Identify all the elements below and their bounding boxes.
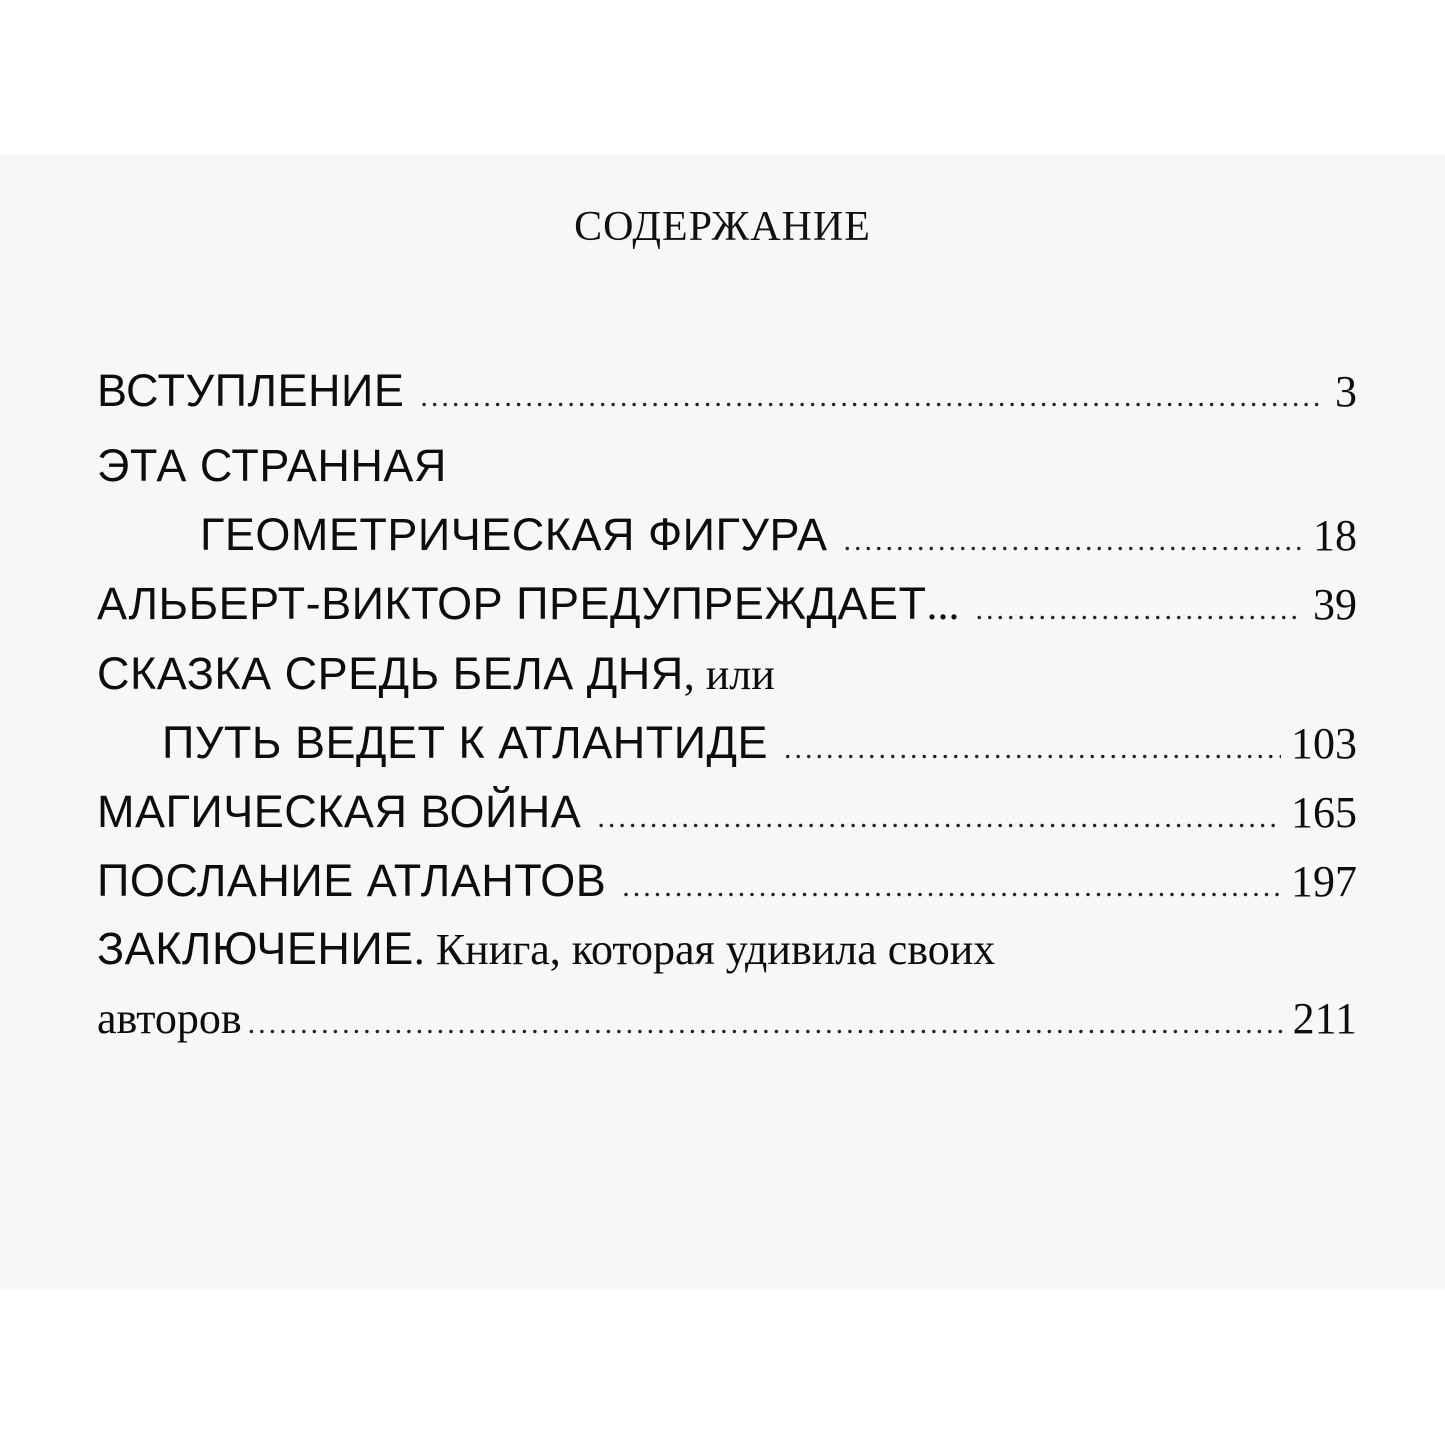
toc-heading: СОДЕРЖАНИЕ [574, 204, 871, 250]
title-ellipsis: ... [926, 580, 960, 629]
toc-entry-conclusion-line1 [97, 923, 1357, 975]
dot-leader [248, 1007, 1283, 1041]
dot-leader [622, 870, 1281, 904]
toc-entry-title-suffix: , или [683, 650, 775, 699]
toc-entry-title: ЭТА СТРАННАЯ [97, 440, 447, 491]
toc-entry-title-continued: ГЕОМЕТРИЧЕСКАЯ ФИГУРА [200, 509, 828, 560]
toc-entry-strange-figure-line1 [97, 440, 1357, 492]
toc-entry-conclusion-line2 [97, 993, 1357, 1044]
dot-leader [844, 524, 1304, 558]
toc-entry-title: СКАЗКА СРЕДЬ БЕЛА ДНЯ [97, 648, 684, 699]
toc-entry-page: 197 [1291, 857, 1357, 906]
dot-leader [784, 732, 1281, 766]
toc-entry-title: ПОСЛАНИЕ АТЛАНТОВ [97, 855, 607, 906]
dot-leader [420, 380, 1325, 414]
toc-entry-title: МАГИЧЕСКАЯ ВОЙНА [97, 786, 582, 837]
dot-leader [976, 593, 1304, 627]
toc-entry-page: 211 [1292, 994, 1357, 1043]
toc-entry-albert-victor [97, 578, 1357, 630]
toc-entry-subtitle: . Книга, которая удивила своих [413, 925, 996, 974]
toc-entry-fairy-tale-line2 [162, 717, 1357, 769]
dot-leader [597, 801, 1281, 835]
toc-entry-magic-war [97, 786, 1357, 838]
toc-entry-atlantean-message [97, 855, 1357, 907]
book-page [0, 155, 1445, 1290]
toc-entry-title: ВСТУПЛЕНИЕ [97, 365, 405, 416]
toc-entry-subtitle-continued: авторов [97, 994, 242, 1043]
toc-entry-page: 3 [1335, 367, 1357, 416]
toc-entry-fairy-tale-line1 [97, 648, 1357, 700]
toc-entry-page: 165 [1291, 788, 1357, 837]
toc-entry-title: АЛЬБЕРТ-ВИКТОР ПРЕДУПРЕЖДАЕТ [97, 578, 927, 629]
toc-entry-title-continued: ПУТЬ ВЕДЕТ К АТЛАНТИДЕ [162, 717, 769, 768]
toc-entry-title: ЗАКЛЮЧЕНИЕ [97, 923, 414, 974]
toc-entry-page: 39 [1313, 580, 1357, 629]
toc-entry-page: 18 [1313, 511, 1357, 560]
toc-entry-strange-figure-line2 [200, 509, 1357, 561]
toc-entry-introduction [97, 365, 1357, 417]
toc-entry-page: 103 [1291, 719, 1357, 768]
